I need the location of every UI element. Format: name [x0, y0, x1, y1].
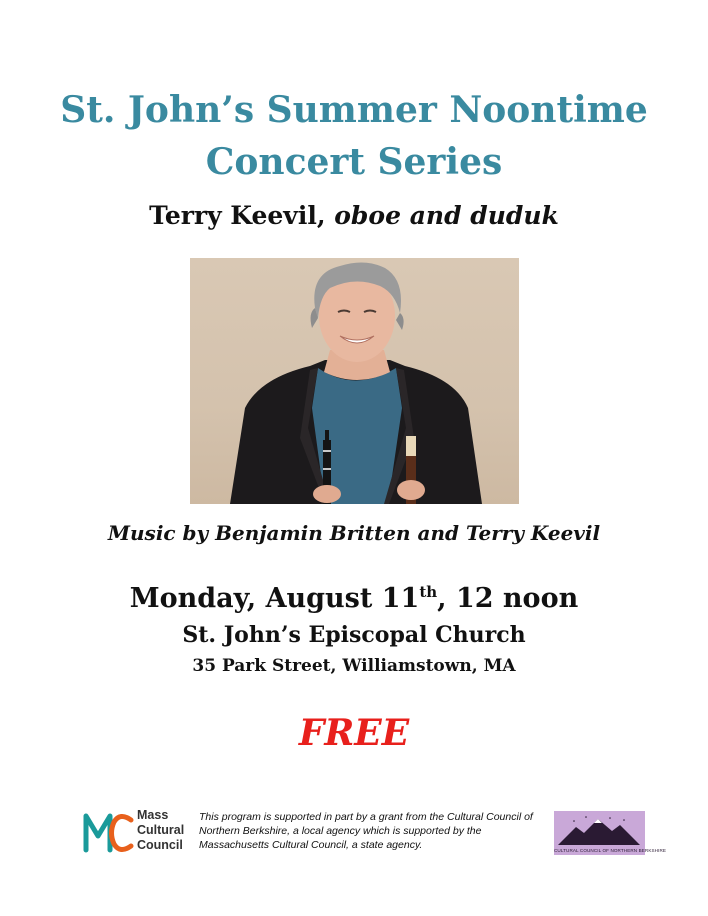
performer-photo-illustration — [190, 258, 519, 504]
mcc-word-2: Cultural — [137, 823, 185, 837]
event-venue: St. John’s Episcopal Church — [182, 622, 526, 648]
mcc-word-3: Council — [137, 838, 183, 852]
mass-cultural-council-wordmark — [137, 808, 184, 853]
performer-line — [0, 201, 708, 230]
event-date-main: Monday, August 11 — [129, 583, 420, 614]
concert-series-title — [0, 84, 708, 188]
mcc-word-1: Mass — [137, 808, 169, 822]
title-line-1: St. John’s Summer Noontime — [60, 89, 648, 131]
event-address: 35 Park Street, Williamstown, MA — [192, 656, 516, 676]
cultural-council-northern-berkshire-logo — [554, 811, 667, 855]
event-date — [0, 583, 708, 614]
event-date-suffix: th — [419, 583, 438, 601]
music-by-line: Music by Benjamin Britten and Terry Keevil — [107, 521, 601, 545]
ccnb-label: CULTURAL COUNCIL OF NORTHERN BERKSHIRE — [554, 848, 667, 853]
performer-name: Terry Keevil, — [149, 201, 326, 230]
performer-photo — [190, 258, 519, 504]
support-statement: This program is supported in part by a grant from the Cultural Council of Northern Berkshire, a local agency which is supported by the Massachusetts Cultural Council, a state agency. — [199, 811, 533, 851]
free-admission-label: FREE — [298, 712, 410, 754]
title-line-2: Concert Series — [205, 141, 503, 183]
event-time: , 12 noon — [437, 583, 579, 614]
performer-instruments: oboe and duduk — [334, 201, 559, 230]
